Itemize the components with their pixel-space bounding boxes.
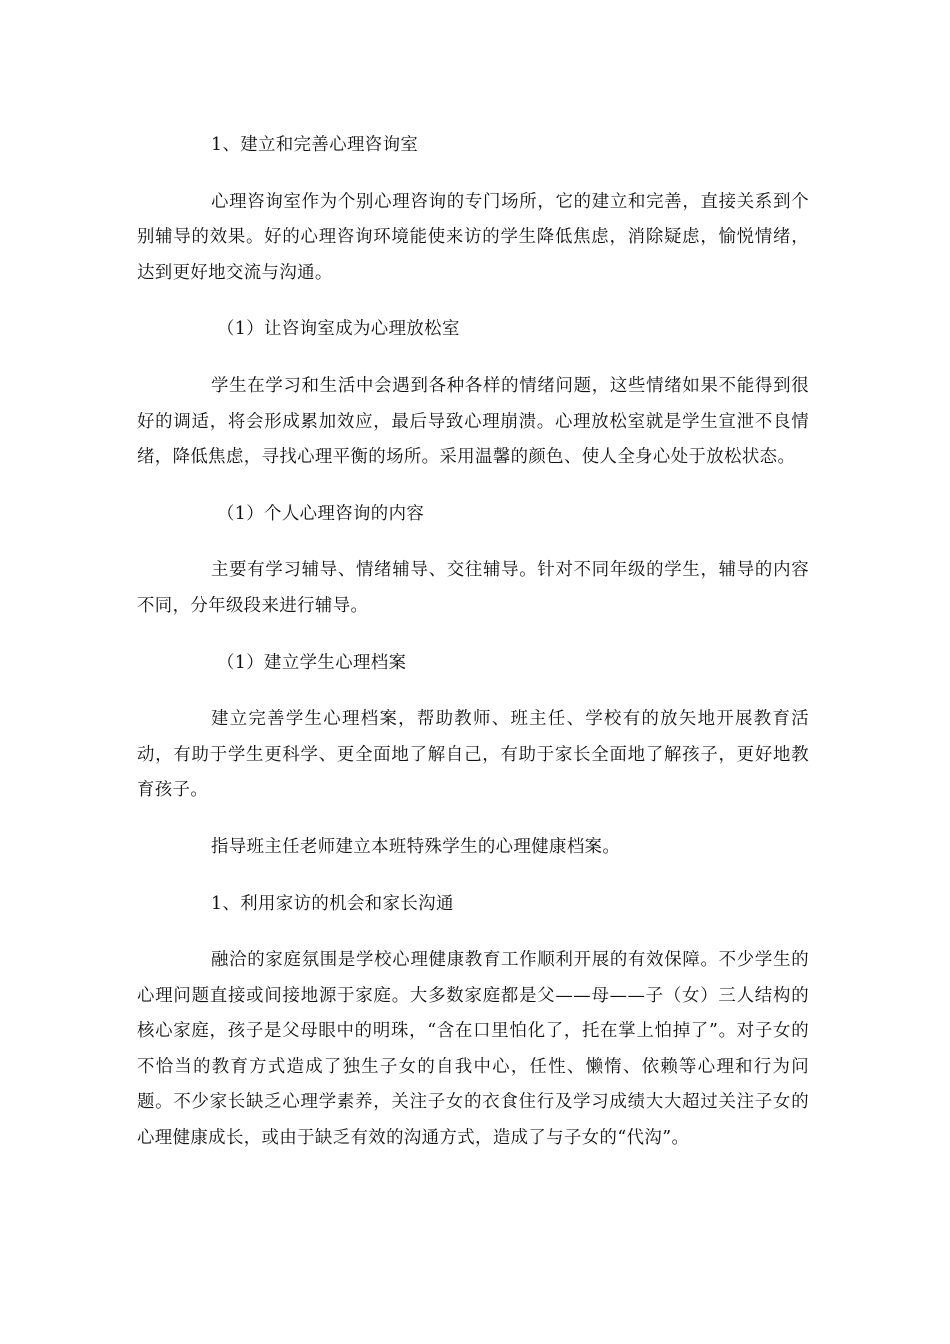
paragraph-class-teacher-files: 指导班主任老师建立本班特殊学生的心理健康档案。 <box>211 836 621 857</box>
paragraph-relaxation-room: 学生在学习和生活中会遇到各种各样的情绪问题，这些情绪如果不能得到很好的调适，将会形成累加效应，最后导致心理崩溃。心理放松室就是学生宣泄不良情绪，降低焦虑，寻找心理平衡的场所。采用温馨的颜色、使人全身心处于放松状态。 <box>137 375 809 468</box>
paragraph-student-files: 建立完善学生心理档案，帮助教师、班主任、学校有的放矢地开展教育活动，有助于学生更科学、更全面地了解自己，有助于家长全面地了解孩子，更好地教育孩子。 <box>137 709 809 801</box>
document-body <box>137 128 809 1178</box>
subheading-student-files: （1）建立学生心理档案 <box>217 652 407 673</box>
paragraph-counseling-room: 心理咨询室作为个别心理咨询的专门场所，它的建立和完善，直接关系到个别辅导的效果。好的心理咨询环境能使来访的学生降低焦虑，消除疑虑，愉悦情绪，达到更好地交流与沟通。 <box>137 191 809 283</box>
section-heading-counseling-room: 1、建立和完善心理咨询室 <box>211 135 419 155</box>
subheading-relaxation-room: （1）让咨询室成为心理放松室 <box>217 319 460 340</box>
subheading-counseling-content: （1）个人心理咨询的内容 <box>217 503 425 524</box>
section-heading-home-visits: 1、利用家访的机会和家长沟通 <box>211 893 454 914</box>
paragraph-home-visits: 融洽的家庭氛围是学校心理健康教育工作顺利开展的有效保障。不少学生的心理问题直接或间接地源于家庭。大多数家庭都是父——母——子（女）三人结构的核心家庭，孩子是父母眼中的明珠，“含在口里怕化了，托在掌上怕掉了”。对子女的不恰当的教育方式造成了独生子女的自我中心，任性、懒惰、依赖等心理和行为问题。不少家长缺乏心理学素养，关注子女的衣食住行及学习成绩大大超过关注子女的心理健康成长，或由于缺乏有效的沟通方式，造成了与子女的“代沟”。 <box>137 950 809 1149</box>
paragraph-counseling-content: 主要有学习辅导、情绪辅导、交往辅导。针对不同年级的学生，辅导的内容不同，分年级段来进行辅导。 <box>137 560 809 616</box>
